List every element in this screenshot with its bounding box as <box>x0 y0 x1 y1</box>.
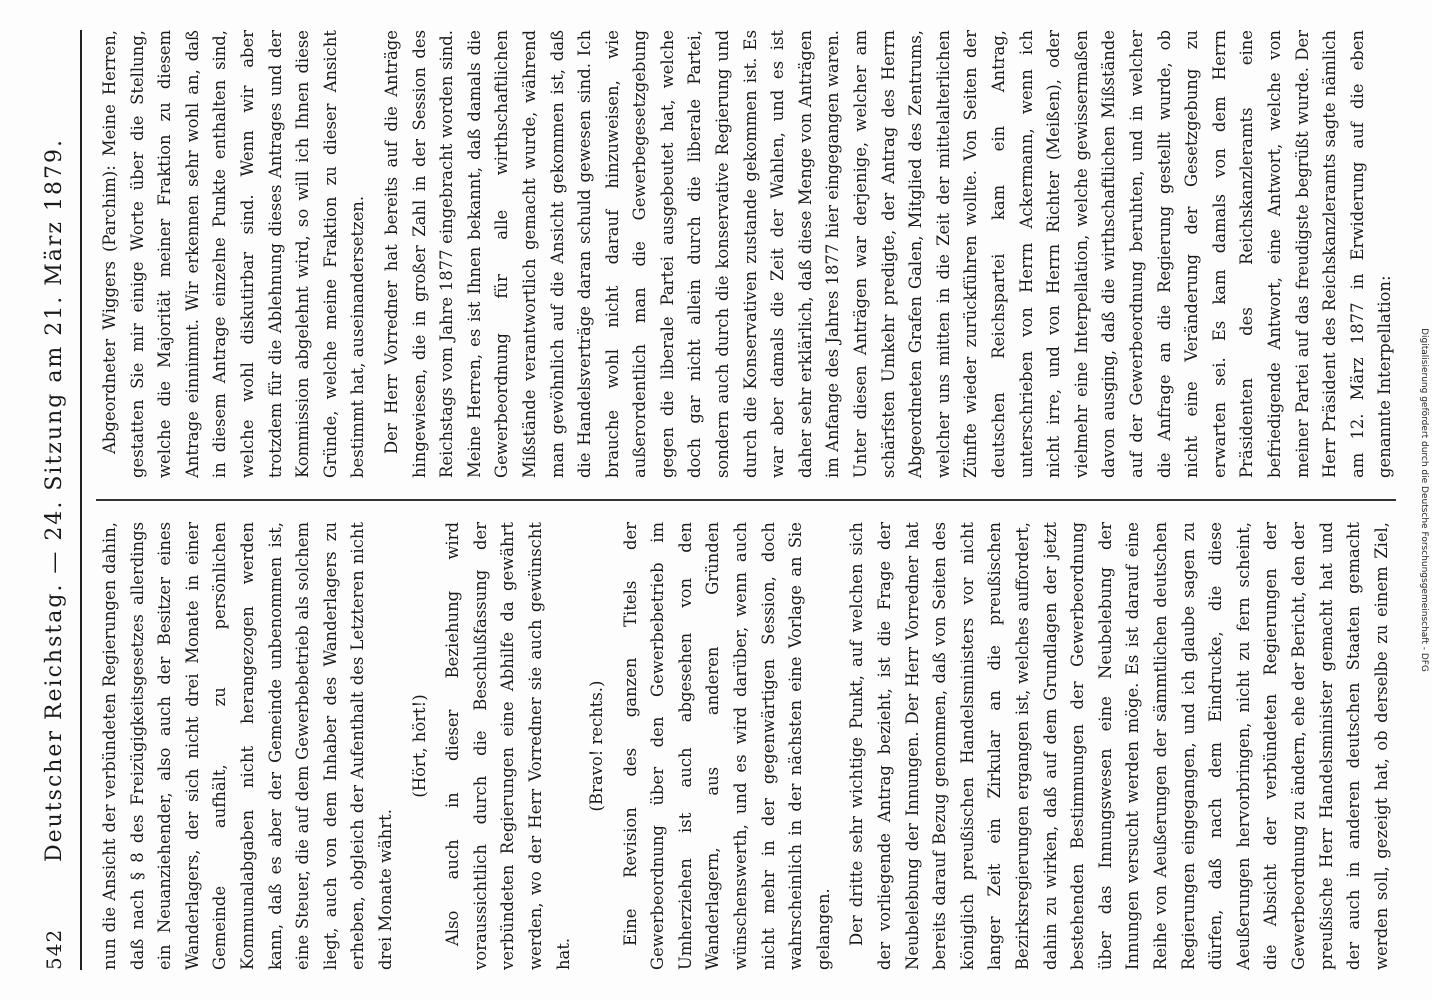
paragraph: Der Herr Vorredner hat bereits auf die Anträge hingewiesen, die in großer Zahl in der Session des Reichstags vom Jahre 1877 eingebracht worden sind. Meine Herren, es ist Ihnen bekannt, daß damals die Gewerbeordnung für alle wirthschaftlichen Mißstände verantwortlich gemacht wurde, während man gewöhnlich auf die Ansicht gekommen ist, daß die Handelsverträge daran schuld gewesen sind. Ich brauche wohl nicht darauf hinzuweisen, wie außerordentlich man die Gewerbegesetzgebung gegen die liberale Partei ausgebeutet hat, welche doch gar nicht allein durch die liberale Partei, sondern auch durch die konservative Regierung und durch die Konservativen zustande gekommen ist. Es war aber damals die Zeit der Wahlen, und es ist daher sehr erklärlich, daß diese Menge von Anträgen im Anfange des Jahres 1877 hier eingegangen waren. Unter diesen Anträgen war derjenige, welcher am schärfsten Umkehr predigte, der Antrag des Herrn Abgeordneten Grafen Galen, Mitglied des Zentrums, welcher uns mitten in die Zeit der mittelalterlichen Zünfte wieder zurückführen wollte. Von Seiten der deutschen Reichspartei kam ein Antrag, unterschrieben von Herrn Ackermann, wenn ich nicht irre, und von Herrn Richter (Meißen), oder vielmehr eine Interpellation, welche gewissermaßen davon ausging, daß die wirthschaftlichen Mißstände auf der Gewerbeordnung beruhten, und in welcher die Anfrage an die Regierung gestellt wurde, ob nicht eine Veränderung der Gesetzgebung zu erwarten sei. Es kam damals von dem Herrn Präsidenten des Reichskanzleramts eine befriedigende Antwort, eine Antwort, welche von meiner Partei auf das freudigste begrüßt wurde. Der Herr Präsident des Reichskanzleramts sagte nämlich am 12. März 1877 in Erwiderung auf die eben genannte Interpellation: <box>381 30 1395 478</box>
paragraph: Also auch in dieser Beziehung wird voraussichtlich durch die Beschlußfassung der verbündeten Regierungen eine Abhilfe da gewährt werden, wo der Herr Vorredner sie auch gewünscht hat. <box>443 522 573 970</box>
imprint-strip <box>1417 8 1431 992</box>
paragraph: nun die Ansicht der verbündeten Regierungen dahin, daß nach § 8 des Freizügigkeitsgesetzes allerdings ein Neuanziehender, also auch der Besitzer eines Wanderlagers, der sich nicht drei Monate in einer Gemeinde aufhält, zu persönlichen Kommunalabgaben nicht herangezogen werden kann, daß es aber der Gemeinde unbenommen ist, eine Steuer, die auf dem Gewerbebetrieb als solchem liegt, auch von dem Inhaber des Wanderlagers zu erheben, obgleich der Aufenthalt des Letzteren nicht drei Monate währt. <box>100 522 395 970</box>
paragraph: Der dritte sehr wichtige Punkt, auf welchen sich der vorliegende Antrag bezieht, ist die Frage der Neubelebung der Innungen. Der Herr Vorredner hat bereits darauf Bezug genommen, daß von Seiten des königlich preußischen Handelsministers vor nicht langer Zeit ein Zirkular an die preußischen Bezirksregierungen ergangen ist, welches auffordert, dahin zu wirken, daß auf dem Grundlagen der jetzt bestehenden Bestimmungen der Gewerbeordnung über das Innungswesen eine Neubelebung der Innungen versucht werden möge. Es ist darauf eine Reihe von Aeußerungen der sämmtlichen deutschen Regierungen eingegangen, und ich glaube sagen zu dürfen, daß nach dem Eindrucke, die diese Aeußerungen hervorbringen, nicht zu fern scheint, die Absicht der verbündeten Regierungen der Gewerbeordnung zu ändern, ehe der Bericht, den der preußische Herr Handelsminister gemacht hat und der auch in anderen deutschen Staaten gemacht werden soll, gezeigt hat, ob derselbe zu einem Ziel, <box>847 522 1391 970</box>
interjection: (Hört, hört!) <box>409 694 429 798</box>
column-divider <box>96 499 1396 501</box>
page-number: 542 <box>42 928 66 970</box>
paragraph: Abgeordneter Wiggers (Parchim): Meine Herren, gestatten Sie mir einige Worte über die Stellung, welche die Majorität meiner Fraktion zu diesem Antrage einnimmt. Wir erkennen sehr wohl an, daß in diesem Antrage einzelne Punkte enthalten sind, welche wohl diskutirbar sind. Wenn wir aber trotzdem für die Ablehnung dieses Antrages und der Kommission abgelehnt wird, so will ich Ihnen diese Gründe, welche meine Fraktion zu dieser Ansicht bestimmt hat, auseinandersetzen. <box>100 30 368 478</box>
paragraph: Eine Revision des ganzen Titels der Gewerbeordnung über den Gewerbebetrieb im Umherziehen ist auch abgesehen von den Wanderlagern, aus anderen Gründen wünschenswerth, und es wird darüber, wenn auch nicht mehr in der gegenwärtigen Session, doch wahrscheinlich in der nächsten eine Vorlage an Sie gelangen. <box>620 522 833 970</box>
dfg-imprint: Digitalisierung gefördert durch die Deutsche Forschungsgemeinschaft - DFG <box>1419 328 1429 672</box>
interjection: (Bravo! rechts.) <box>587 680 607 812</box>
text-columns <box>96 30 1396 970</box>
page-header <box>30 30 82 970</box>
right-column <box>96 30 1396 478</box>
running-title: Deutscher Reichstag. — 24. Sitzung am 21. März 1879. <box>42 138 67 863</box>
left-column <box>96 522 1396 970</box>
